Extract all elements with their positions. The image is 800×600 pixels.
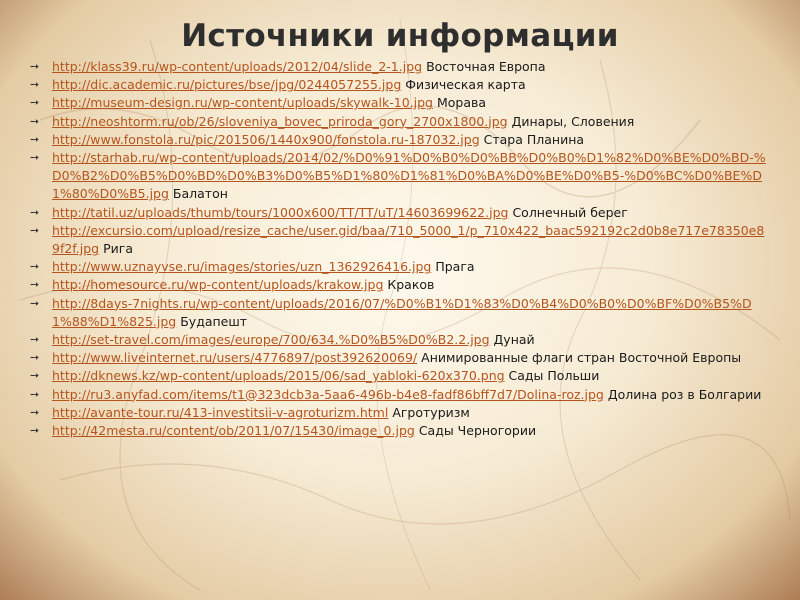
source-item	[30, 295, 770, 331]
checkmark-arrow-icon: ➙	[30, 60, 40, 73]
source-link[interactable]: http://set-travel.com/images/europe/700/634.%D0%B5%D0%B2.2.jpg	[52, 332, 490, 348]
checkmark-arrow-icon: ➙	[30, 151, 40, 165]
checkmark-arrow-icon: ➙	[30, 351, 40, 365]
source-description: Краков	[387, 277, 435, 293]
source-description: Анимированные флаги стран Восточной Европы	[421, 350, 742, 366]
source-description: Динары, Словения	[511, 113, 635, 129]
source-link[interactable]: http://www.uznayvse.ru/images/stories/uzn_1362926416.jpg	[52, 259, 432, 275]
source-item	[30, 204, 770, 222]
source-link[interactable]: http://klass39.ru/wp-content/uploads/2012/04/slide_2-1.jpg	[52, 59, 423, 74]
source-item	[30, 404, 770, 422]
source-description: Физическая карта	[405, 77, 526, 93]
checkmark-arrow-icon: ➙	[30, 424, 40, 438]
source-item	[30, 149, 770, 204]
source-link[interactable]: http://ru3.anyfad.com/items/t1@323dcb3a-5aa6-496b-b4e8-fadf86bff7d7/Dolina-roz.jpg	[52, 386, 604, 402]
source-item	[30, 331, 770, 349]
source-description: Прага	[435, 259, 475, 275]
checkmark-arrow-icon: ➙	[30, 114, 40, 128]
source-link[interactable]: http://starhab.ru/wp-content/uploads/2014/02/%D0%91%D0%B0%D0%BB%D0%B0%D1%82%D0%BE%D0%BD-%D0%B2%D0%B5%D0%BD%D0%B3%D0%B5%D1%80%D1%81%D0%BA%D0%BE%D0%B5-%D0%BC%D0%BE%D1%80%D0%B5.jpg	[52, 150, 766, 202]
source-item	[30, 258, 770, 276]
checkmark-arrow-icon: ➙	[30, 278, 40, 292]
page-title: Источники информации	[181, 18, 619, 54]
checkmark-arrow-icon: ➙	[30, 369, 40, 383]
checkmark-arrow-icon: ➙	[30, 223, 40, 237]
checkmark-arrow-icon: ➙	[30, 260, 40, 274]
source-description: Будапешт	[180, 313, 248, 329]
source-link[interactable]: http://neoshtorm.ru/ob/26/sloveniya_bovec_priroda_gory_2700x1800.jpg	[52, 113, 508, 129]
source-item	[30, 94, 770, 112]
source-description: Долина роз в Болгарии	[607, 386, 762, 402]
source-link[interactable]: http://42mesta.ru/content/ob/2011/07/15430/image_0.jpg	[52, 423, 415, 439]
source-description: Агротуризм	[392, 404, 470, 420]
source-item	[30, 113, 770, 131]
source-link[interactable]: http://tatil.uz/uploads/thumb/tours/1000x600/TT/TT/uT/14603699622.jpg	[52, 204, 509, 220]
source-link[interactable]: http://dic.academic.ru/pictures/bse/jpg/0244057255.jpg	[52, 77, 402, 93]
sources-list	[30, 58, 770, 440]
checkmark-arrow-icon: ➙	[30, 132, 40, 146]
checkmark-arrow-icon: ➙	[30, 296, 40, 310]
source-description: Сады Черногории	[418, 423, 537, 439]
source-item	[30, 367, 770, 385]
source-link[interactable]: http://dknews.kz/wp-content/uploads/2015/06/sad_yabloki-620x370.png	[52, 368, 505, 384]
source-item	[30, 76, 770, 94]
source-link[interactable]: http://excursio.com/upload/resize_cache/user.gid/baa/710_5000_1/p_710x422_baac592192c2d0b8e717e78350e89f2f.jpg	[52, 222, 765, 257]
source-link[interactable]: http://avante-tour.ru/413-investitsii-v-agroturizm.html	[52, 404, 389, 420]
source-link[interactable]: http://www.liveinternet.ru/users/4776897/post392620069/	[52, 350, 418, 366]
source-item	[30, 131, 770, 149]
source-link[interactable]: http://8days-7nights.ru/wp-content/uploads/2016/07/%D0%B1%D1%83%D0%B4%D0%B0%D0%BF%D0%B5%D1%88%D1%825.jpg	[52, 295, 752, 329]
checkmark-arrow-icon: ➙	[30, 333, 40, 347]
source-description: Балатон	[172, 186, 228, 202]
source-description: Сады Польши	[508, 368, 600, 384]
source-link[interactable]: http://museum-design.ru/wp-content/uploads/skywalk-10.jpg	[52, 95, 433, 111]
checkmark-arrow-icon: ➙	[30, 78, 40, 92]
source-item	[30, 276, 770, 294]
source-link[interactable]: http://www.fonstola.ru/pic/201506/1440x900/fonstola.ru-187032.jpg	[52, 131, 480, 147]
source-item	[30, 349, 770, 367]
source-description: Морава	[436, 95, 487, 111]
source-description: Восточная Европа	[426, 59, 546, 74]
source-item	[30, 386, 770, 404]
checkmark-arrow-icon: ➙	[30, 96, 40, 110]
checkmark-arrow-icon: ➙	[30, 405, 40, 419]
source-link[interactable]: http://homesource.ru/wp-content/uploads/krakow.jpg	[52, 277, 384, 293]
source-item	[30, 58, 770, 76]
source-description: Дунай	[493, 332, 535, 348]
source-item	[30, 422, 770, 440]
checkmark-arrow-icon: ➙	[30, 387, 40, 401]
source-item	[30, 222, 770, 258]
source-description: Рига	[103, 241, 133, 257]
checkmark-arrow-icon: ➙	[30, 205, 40, 219]
source-description: Солнечный берег	[512, 204, 628, 220]
source-description: Стара Планина	[483, 131, 585, 147]
